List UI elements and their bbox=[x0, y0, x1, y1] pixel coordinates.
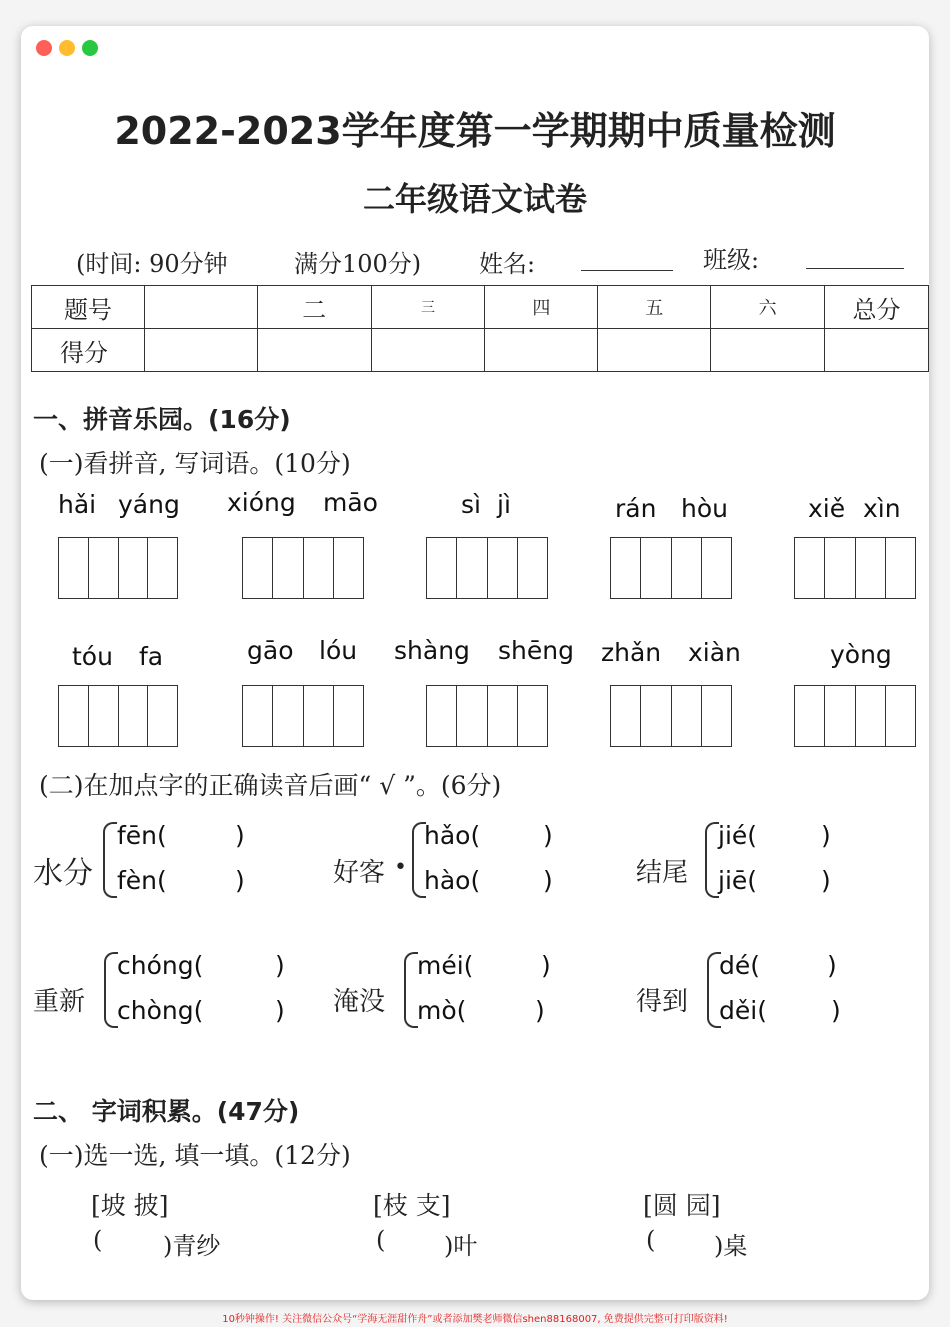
close-paren: ) bbox=[235, 821, 245, 850]
score-cell[interactable] bbox=[485, 329, 598, 372]
word: 水分 bbox=[33, 856, 93, 891]
reading-option[interactable]: hào( bbox=[424, 866, 481, 895]
table-cell: 六 bbox=[711, 286, 825, 329]
document-window bbox=[21, 26, 929, 1300]
close-paren: ) bbox=[235, 866, 245, 895]
choice-options: [圆 园] bbox=[643, 1191, 721, 1220]
choice-options: [枝 支] bbox=[373, 1191, 451, 1220]
pinyin: yòng bbox=[830, 640, 892, 669]
fill-suffix: )青纱 bbox=[163, 1232, 221, 1260]
table-row bbox=[32, 329, 929, 372]
reading-option[interactable]: méi( bbox=[417, 951, 474, 980]
score-cell[interactable] bbox=[371, 329, 485, 372]
pinyin: zhǎn bbox=[601, 638, 662, 667]
maximize-window-button[interactable] bbox=[82, 40, 98, 56]
writing-grid[interactable] bbox=[58, 685, 178, 747]
pinyin: hòu bbox=[681, 494, 728, 523]
reading-option[interactable]: jiē( bbox=[718, 866, 758, 895]
class-blank[interactable] bbox=[806, 268, 904, 269]
brace-icon bbox=[103, 822, 117, 898]
close-paren: ) bbox=[543, 821, 553, 850]
reading-option[interactable]: jié( bbox=[718, 821, 758, 850]
pinyin: shēng bbox=[498, 636, 574, 665]
footer-notice: 10秒钟操作! 关注微信公众号“学海无涯甜作舟”或者添加樊老师微信shen88168007, 免费提供完整可打印版资料! bbox=[222, 1314, 728, 1325]
word: 结尾 bbox=[636, 858, 689, 888]
pinyin: yáng bbox=[118, 490, 180, 519]
pinyin: fa bbox=[139, 642, 164, 671]
close-paren: ) bbox=[275, 951, 285, 980]
score-cell[interactable] bbox=[711, 329, 825, 372]
writing-grid[interactable] bbox=[242, 537, 364, 599]
writing-grid[interactable] bbox=[794, 537, 916, 599]
pinyin: hǎi bbox=[58, 490, 97, 519]
brace-icon bbox=[705, 822, 719, 898]
writing-grid[interactable] bbox=[242, 685, 364, 747]
section2-part1-title: (一)选一选, 填一填。(12分) bbox=[39, 1141, 351, 1170]
table-cell: 得分 bbox=[32, 329, 145, 372]
pinyin: lóu bbox=[319, 636, 358, 665]
table-cell: 题号 bbox=[32, 286, 145, 329]
fill-blank[interactable]: ( bbox=[93, 1226, 103, 1254]
title-bar bbox=[21, 26, 929, 70]
name-label: 姓名: bbox=[479, 250, 536, 278]
pinyin: gāo bbox=[247, 636, 294, 665]
section1-part1-title: (一)看拼音, 写词语。(10分) bbox=[39, 449, 351, 478]
name-blank[interactable] bbox=[581, 270, 673, 271]
pinyin: rán bbox=[615, 494, 657, 523]
reading-option[interactable]: chóng( bbox=[117, 951, 204, 980]
word: 好客 bbox=[333, 858, 386, 888]
pinyin: xiàn bbox=[688, 638, 741, 667]
writing-grid[interactable] bbox=[426, 685, 548, 747]
word: 得到 bbox=[636, 987, 689, 1017]
exam-title: 2022-2023学年度第一学期期中质量检测 bbox=[114, 109, 836, 153]
close-paren: ) bbox=[541, 951, 551, 980]
section1-part2-title: (二)在加点字的正确读音后画“ √ ”。(6分) bbox=[39, 771, 502, 800]
pinyin: xióng bbox=[227, 488, 296, 517]
pinyin: sì bbox=[461, 490, 481, 519]
fill-suffix: )叶 bbox=[444, 1232, 478, 1260]
table-cell: 三 bbox=[371, 286, 485, 329]
reading-option[interactable]: hǎo( bbox=[424, 821, 481, 850]
writing-grid[interactable] bbox=[58, 537, 178, 599]
fill-blank[interactable]: ( bbox=[646, 1226, 656, 1254]
reading-option[interactable]: děi( bbox=[719, 996, 767, 1025]
close-paren: ) bbox=[275, 996, 285, 1025]
pinyin: xiě bbox=[808, 494, 846, 523]
section2-title: 二、 字词积累。(47分) bbox=[33, 1097, 300, 1126]
table-row bbox=[32, 286, 929, 329]
table-cell: 四 bbox=[485, 286, 598, 329]
score-cell[interactable] bbox=[598, 329, 711, 372]
exam-subtitle: 二年级语文试卷 bbox=[362, 180, 587, 218]
full-score: 满分100分) bbox=[294, 250, 422, 278]
writing-grid[interactable] bbox=[794, 685, 916, 747]
time-info: (时间: 90分钟 bbox=[76, 250, 228, 278]
word: 重新 bbox=[33, 987, 86, 1017]
score-table bbox=[31, 285, 929, 372]
minimize-window-button[interactable] bbox=[59, 40, 75, 56]
reading-option[interactable]: chòng( bbox=[117, 996, 204, 1025]
fill-blank[interactable]: ( bbox=[376, 1226, 386, 1254]
close-paren: ) bbox=[535, 996, 545, 1025]
close-window-button[interactable] bbox=[36, 40, 52, 56]
reading-option[interactable]: fèn( bbox=[117, 866, 167, 895]
score-cell[interactable] bbox=[825, 329, 929, 372]
class-label: 班级: bbox=[703, 246, 760, 274]
table-cell bbox=[144, 286, 257, 329]
score-cell[interactable] bbox=[144, 329, 257, 372]
table-cell: 总分 bbox=[825, 286, 929, 329]
close-paren: ) bbox=[827, 951, 837, 980]
emphasis-dot-icon: • bbox=[394, 855, 407, 880]
writing-grid[interactable] bbox=[426, 537, 548, 599]
reading-option[interactable]: mò( bbox=[417, 996, 467, 1025]
close-paren: ) bbox=[831, 996, 841, 1025]
score-cell[interactable] bbox=[257, 329, 371, 372]
writing-grid[interactable] bbox=[610, 537, 732, 599]
close-paren: ) bbox=[821, 821, 831, 850]
table-cell: 五 bbox=[598, 286, 711, 329]
brace-icon bbox=[104, 952, 118, 1028]
pinyin: xìn bbox=[863, 494, 901, 523]
writing-grid[interactable] bbox=[610, 685, 732, 747]
reading-option[interactable]: dé( bbox=[719, 951, 761, 980]
table-cell: 二 bbox=[257, 286, 371, 329]
pinyin: shàng bbox=[394, 636, 470, 665]
close-paren: ) bbox=[543, 866, 553, 895]
brace-icon bbox=[404, 952, 418, 1028]
word: 淹没 bbox=[333, 987, 386, 1017]
pinyin: jì bbox=[497, 490, 511, 519]
reading-option[interactable]: fēn( bbox=[117, 821, 167, 850]
pinyin: tóu bbox=[72, 642, 113, 671]
close-paren: ) bbox=[821, 866, 831, 895]
pinyin: māo bbox=[323, 488, 378, 517]
fill-suffix: )桌 bbox=[714, 1232, 748, 1260]
choice-options: [坡 披] bbox=[91, 1191, 169, 1220]
section1-title: 一、拼音乐园。(16分) bbox=[33, 405, 291, 434]
